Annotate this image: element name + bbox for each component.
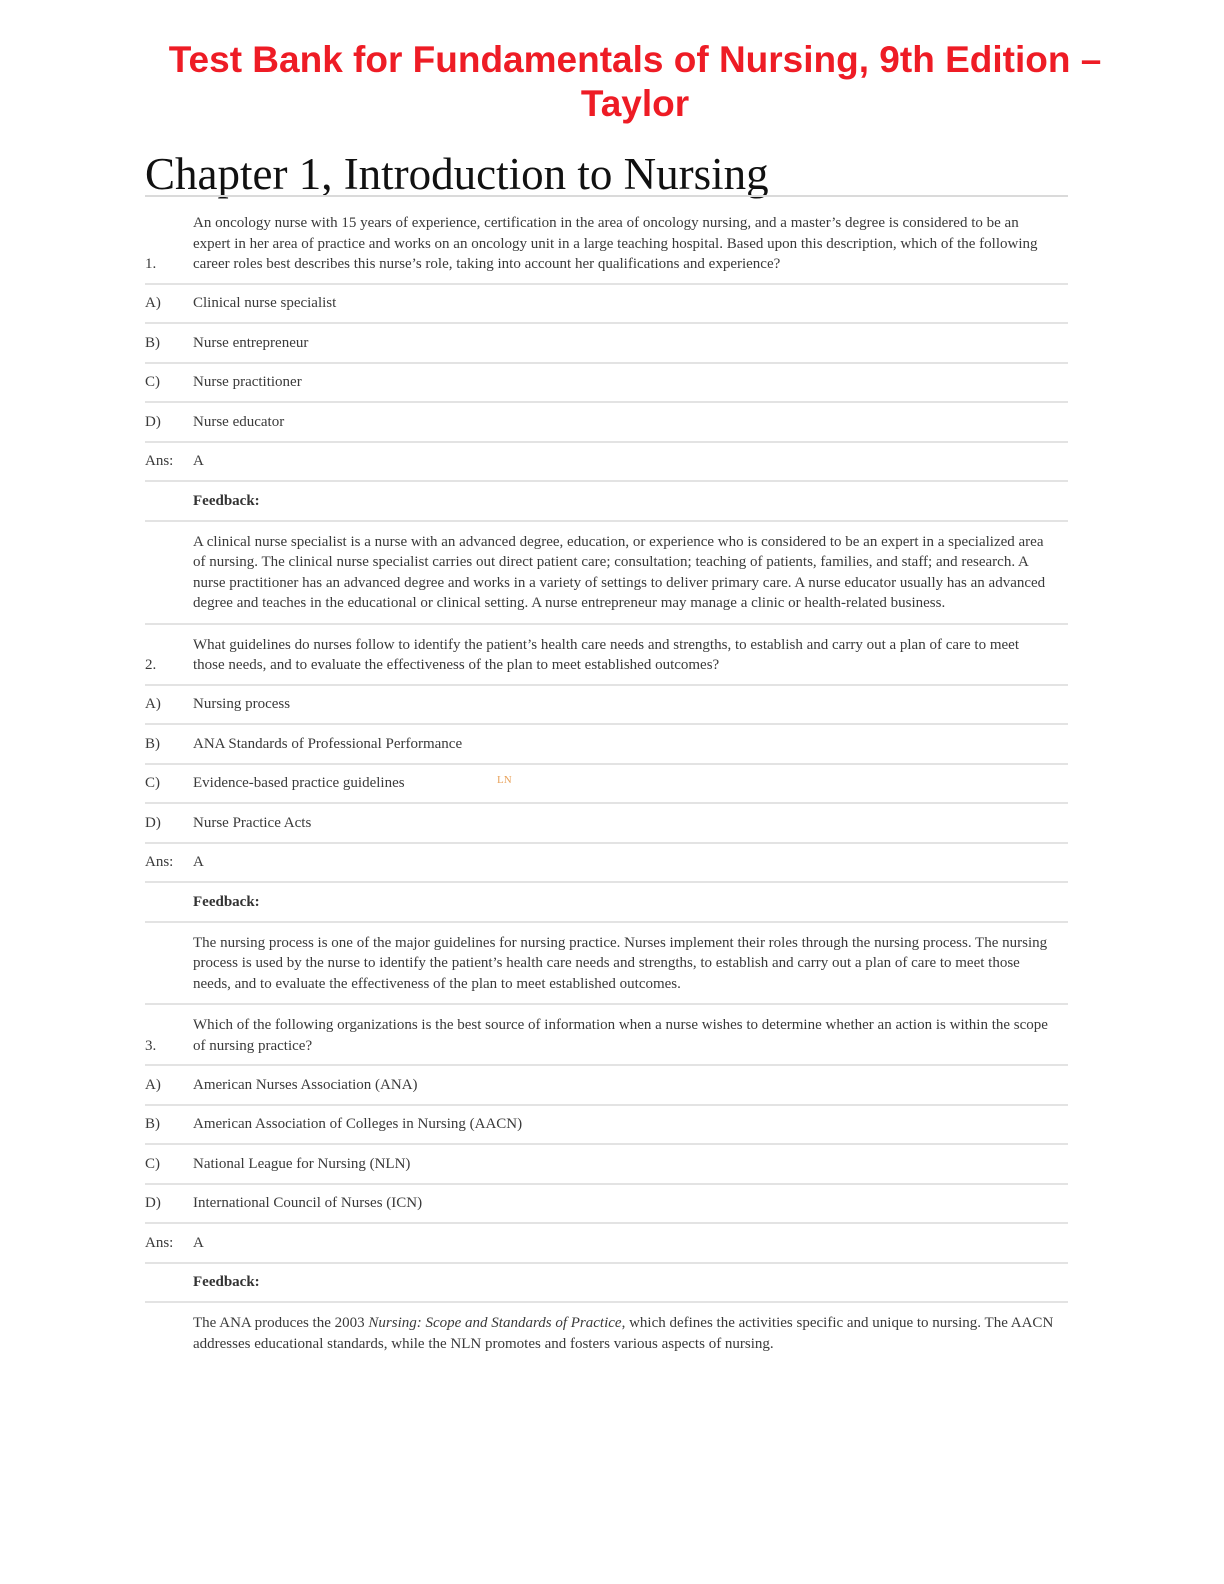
question-number: 2.: [145, 657, 157, 673]
question-text: An oncology nurse with 15 years of experience, certification in the area of oncology nursing, and a master’s degree is considered to be an expert in her area of practice and works on an oncology unit in a large teaching hospital. Based upon this description, which of the following career roles best describes this nurse’s role, taking into account her qualifications and experience?: [193, 215, 1038, 272]
question-3-stem: [145, 1005, 1068, 1066]
feedback-text: A clinical nurse specialist is a nurse with an advanced degree, education, or experience who is considered to be an expert in a specialized area of nursing. The clinical nurse specialist carries out direct patient care; consultation; teaching of patients, families, and staff; and research. A nurse practitioner has an advanced degree and works in a variety of settings to deliver primary care. A nurse educator usually has an advanced degree and teaches in the educational or clinical setting. A nurse entrepreneur may manage a clinic or health-related business.: [193, 533, 1046, 611]
feedback-label: Feedback:: [193, 893, 260, 910]
feedback-label: Feedback:: [193, 492, 260, 509]
question-1-feedback-heading: [145, 482, 1068, 522]
answer-label: Ans:: [145, 453, 174, 469]
question-2-feedback: [145, 923, 1068, 1006]
option-text: Nurse educator: [193, 413, 285, 430]
chapter-title: Chapter 1, Introduction to Nursing: [145, 149, 769, 199]
option-label: A): [145, 295, 161, 311]
question-3-option-a: [145, 1066, 1068, 1106]
option-label: C): [145, 775, 160, 791]
option-text: National League for Nursing (NLN): [193, 1155, 411, 1172]
answer-value: A: [193, 1234, 204, 1251]
option-text: Evidence-based practice guidelines: [193, 775, 405, 791]
divider: [145, 195, 1068, 197]
option-label: C): [145, 1155, 160, 1172]
banner-line-1: Test Bank for Fundamentals of Nursing, 9th Edition –: [168, 39, 1102, 80]
option-text: American Nurses Association (ANA): [193, 1076, 418, 1093]
option-label: B): [145, 1116, 160, 1132]
publication-title: Nursing: Scope and Standards of Practice: [368, 1315, 622, 1331]
feedback-text-end: , which defines the activities specific and unique to nursing. The AACN addresses educational standards, while the NLN promotes and fosters various aspects of nursing.: [193, 1315, 1054, 1352]
annotation-marker: LN: [497, 774, 512, 786]
question-1-option-b: [145, 324, 1068, 364]
option-text: American Association of Colleges in Nursing (AACN): [193, 1116, 523, 1132]
option-label: B): [145, 334, 160, 351]
option-text: International Council of Nurses (ICN): [193, 1195, 423, 1211]
option-label: D): [145, 814, 161, 831]
option-label: A): [145, 1076, 161, 1093]
question-number: 1.: [145, 256, 157, 272]
answer-label: Ans:: [145, 854, 174, 870]
question-text: What guidelines do nurses follow to identify the patient’s health care needs and strengths, to establish and carry out a plan of care to meet those needs, and to evaluate the effectiveness of the plan to meet established outcomes?: [193, 636, 1019, 673]
question-3-feedback-heading: [145, 1264, 1068, 1304]
option-text: Nurse practitioner: [193, 374, 302, 390]
question-2-option-c: [145, 765, 1068, 805]
question-2-option-d: [145, 804, 1068, 844]
option-label: C): [145, 374, 160, 390]
feedback-text-start: The ANA produces the 2003: [193, 1315, 369, 1331]
option-text: Nurse Practice Acts: [193, 814, 312, 831]
answer-value: A: [193, 453, 204, 469]
option-label: D): [145, 1195, 161, 1211]
question-1-option-c: [145, 364, 1068, 404]
question-3-option-c: [145, 1145, 1068, 1185]
question-2-answer: [145, 844, 1068, 884]
option-label: A): [145, 696, 161, 712]
option-label: D): [145, 413, 161, 430]
option-text: Nursing process: [193, 696, 291, 712]
question-1-option-a: [145, 285, 1068, 325]
option-text: ANA Standards of Professional Performance: [193, 735, 463, 752]
question-3-option-d: [145, 1185, 1068, 1225]
answer-label: Ans:: [145, 1234, 174, 1251]
option-label: B): [145, 735, 160, 752]
question-text: Which of the following organizations is the best source of information when a nurse wishes to determine whether an action is within the scope of nursing practice?: [193, 1017, 1048, 1054]
question-1-stem: [145, 203, 1068, 285]
option-text: Clinical nurse specialist: [193, 295, 337, 311]
banner-line-2: Taylor: [580, 83, 690, 124]
question-2-stem: [145, 625, 1068, 686]
question-1-feedback: [145, 522, 1068, 625]
question-number: 3.: [145, 1037, 157, 1054]
question-1-option-d: [145, 403, 1068, 443]
feedback-label: Feedback:: [193, 1274, 260, 1290]
question-1-answer: [145, 443, 1068, 483]
question-3-option-b: [145, 1106, 1068, 1146]
question-2-option-b: [145, 725, 1068, 765]
question-2-option-a: [145, 686, 1068, 726]
question-3-answer: [145, 1224, 1068, 1264]
question-2-feedback-heading: [145, 883, 1068, 923]
answer-value: A: [193, 854, 204, 870]
feedback-text: [193, 1313, 1068, 1354]
question-3-feedback: [145, 1303, 1068, 1363]
feedback-text: The nursing process is one of the major guidelines for nursing practice. Nurses implement their roles through the nursing process. The nursing process is used by the nurse to identify the patient’s health care needs and strengths, to establish and carry out a plan of care to meet those needs, and to evaluate the effectiveness of the plan to meet established outcomes.: [193, 934, 1048, 992]
option-text: Nurse entrepreneur: [193, 334, 309, 351]
document-banner: [120, 38, 1150, 126]
question-list: [145, 203, 1068, 1363]
